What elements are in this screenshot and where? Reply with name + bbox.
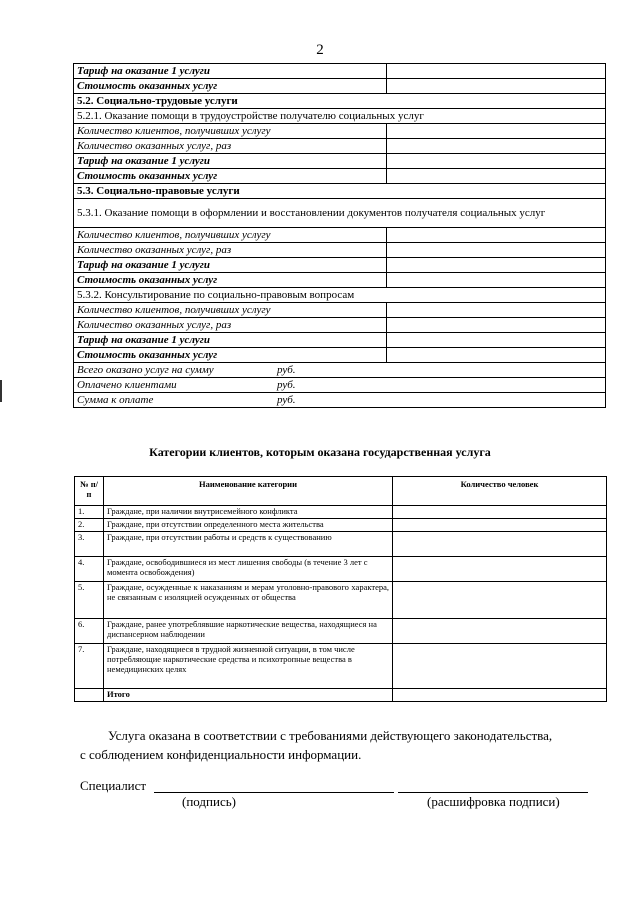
service-label: 5.3.1. Оказание помощи в оформлении и восстановлении документов получателя социальных услуг [74,199,606,228]
service-row [74,79,606,94]
total-row [74,363,606,378]
service-row [74,184,606,199]
service-value [387,228,606,243]
service-row [74,258,606,273]
service-label: Стоимость оказанных услуг [74,273,387,288]
total-unit: руб. [277,378,296,391]
category-row [75,557,607,582]
header-num: № п/п [75,477,104,506]
service-row [74,94,606,109]
service-label: Стоимость оказанных услуг [74,348,387,363]
service-value [387,139,606,154]
category-row [75,506,607,519]
category-count [393,582,607,619]
total-label: Оплачено клиентами [77,378,177,391]
statement [80,726,604,764]
service-value [387,333,606,348]
service-row [74,139,606,154]
service-value [387,273,606,288]
total-cell [74,363,606,378]
service-value [387,169,606,184]
categories-title: Категории клиентов, которым оказана государственная услуга [149,445,491,459]
service-row [74,228,606,243]
header-count: Количество человек [393,477,607,506]
statement-line-1: Услуга оказана в соответствии с требованиями действующего законодательства, [108,728,553,743]
category-row [75,519,607,532]
category-count [393,619,607,644]
category-num: 2. [75,519,104,532]
service-row [74,243,606,258]
service-label: 5.3.2. Консультирование по социально-правовым вопросам [74,288,606,303]
service-value [387,124,606,139]
total-label: Сумма к оплате [77,393,154,406]
service-row [74,154,606,169]
service-row [74,64,606,79]
category-name: Итого [104,689,393,702]
service-row [74,348,606,363]
category-count [393,532,607,557]
category-count [393,644,607,689]
service-label: Стоимость оказанных услуг [74,169,387,184]
total-label: Всего оказано услуг на сумму [77,363,214,376]
category-name: Граждане, при наличии внутрисемейного конфликта [104,506,393,519]
service-row [74,303,606,318]
category-count [393,506,607,519]
service-row [74,333,606,348]
service-value [387,303,606,318]
header-name: Наименование категории [104,477,393,506]
signature-line [154,792,394,793]
category-num [75,689,104,702]
service-row [74,109,606,124]
service-row [74,199,606,228]
service-value [387,243,606,258]
category-name: Граждане, находящиеся в трудной жизненной ситуации, в том числе потребляющие наркотические средства и психотропные вещества в немедицинских целях [104,644,393,689]
service-row [74,273,606,288]
category-name: Граждане, осужденные к наказаниям и мерам уголовно-правового характера, не связанным с изоляцией осужденных от общества [104,582,393,619]
service-label: Количество клиентов, получивших услугу [74,228,387,243]
category-count [393,519,607,532]
category-num: 4. [75,557,104,582]
service-label: Количество клиентов, получивших услугу [74,303,387,318]
category-count [393,557,607,582]
total-row [74,378,606,393]
service-value [387,154,606,169]
service-row [74,318,606,333]
service-value [387,64,606,79]
decoding-line [398,792,588,793]
category-row [75,689,607,702]
service-label: 5.3. Социально-правовые услуги [74,184,606,199]
service-label: Тариф на оказание 1 услуги [74,333,387,348]
service-row [74,288,606,303]
total-cell [74,378,606,393]
service-label: 5.2.1. Оказание помощи в трудоустройстве получателю социальных услуг [74,109,606,124]
category-row [75,619,607,644]
category-name: Граждане, освободившиеся из мест лишения свободы (в течение 3 лет с момента освобождения) [104,557,393,582]
category-name: Граждане, при отсутствии работы и средств к существованию [104,532,393,557]
specialist-label: Специалист [80,778,147,793]
category-count [393,689,607,702]
category-num: 3. [75,532,104,557]
category-num: 6. [75,619,104,644]
categories-header-row [75,477,607,506]
signature-block [80,778,604,818]
service-value [387,348,606,363]
service-label: Количество оказанных услуг, раз [74,243,387,258]
category-name: Граждане, при отсутствии определенного места жительства [104,519,393,532]
page-number: 2 [316,42,324,58]
category-row [75,532,607,557]
service-row [74,124,606,139]
decoding-caption: (расшифровка подписи) [427,794,560,809]
category-num: 1. [75,506,104,519]
total-row [74,393,606,408]
category-num: 7. [75,644,104,689]
service-label: Количество оказанных услуг, раз [74,139,387,154]
scan-artifact [0,380,2,402]
service-label: Тариф на оказание 1 услуги [74,154,387,169]
service-label: Тариф на оказание 1 услуги [74,258,387,273]
service-label: Количество клиентов, получивших услугу [74,124,387,139]
service-label: Тариф на оказание 1 услуги [74,64,387,79]
service-label: Стоимость оказанных услуг [74,79,387,94]
service-value [387,79,606,94]
category-name: Граждане, ранее употреблявшие наркотические вещества, находящиеся на диспансерном наблюдении [104,619,393,644]
service-row [74,169,606,184]
total-unit: руб. [277,393,296,406]
service-label: 5.2. Социально-трудовые услуги [74,94,606,109]
total-cell [74,393,606,408]
total-unit: руб. [277,363,296,376]
category-row [75,644,607,689]
category-row [75,582,607,619]
signature-caption: (подпись) [182,794,236,809]
categories-table [74,476,607,702]
service-label: Количество оказанных услуг, раз [74,318,387,333]
statement-line-2: с соблюдением конфиденциальности информации. [80,747,362,762]
service-value [387,318,606,333]
services-table [73,63,606,408]
category-num: 5. [75,582,104,619]
service-value [387,258,606,273]
